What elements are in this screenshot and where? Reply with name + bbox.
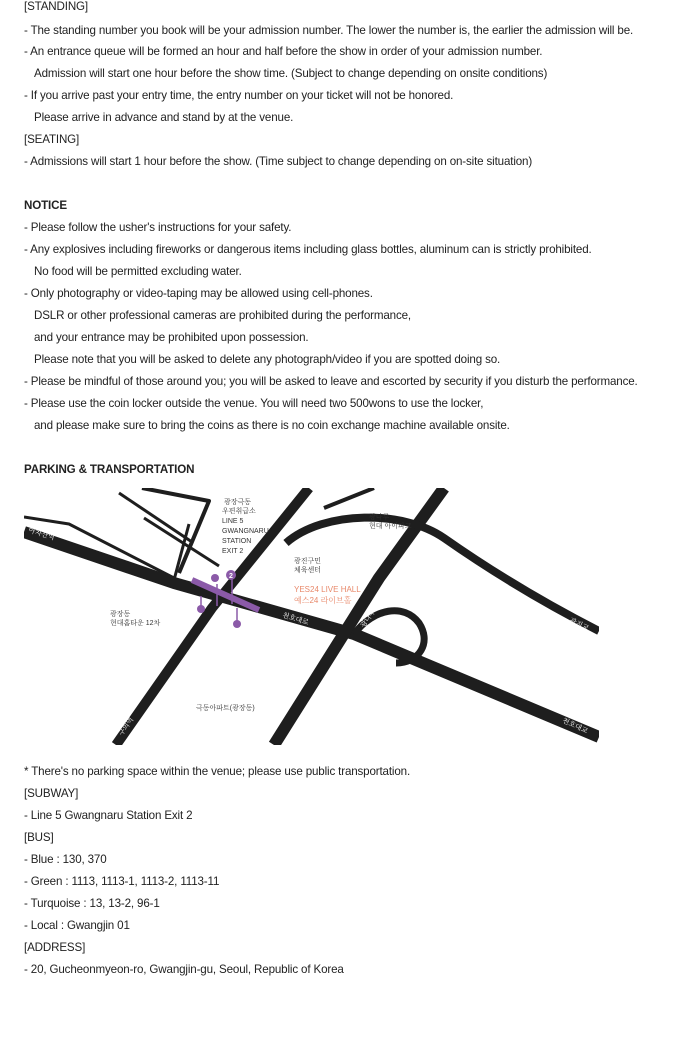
notice-line-7: Please note that you will be asked to delete any photograph/video if you are spotted doing so. bbox=[34, 353, 501, 366]
parking-heading: PARKING & TRANSPORTATION bbox=[24, 463, 195, 476]
notice-line-9: - Please use the coin locker outside the venue. You will need two 500wons to use the locker, bbox=[24, 397, 484, 410]
notice-line-10: and please make sure to bring the coins as there is no coin exchange machine available onsite. bbox=[34, 419, 510, 432]
sports-ko1-label: 광진구민 bbox=[294, 558, 322, 565]
parking-note: * There's no parking space within the venue; please use public transportation. bbox=[24, 765, 411, 778]
geukdong-apt-label: 극동아파트(광장동) bbox=[196, 705, 255, 712]
sports-ko2-label: 체육센터 bbox=[294, 567, 322, 574]
standing-heading: [STANDING] bbox=[24, 0, 88, 13]
apt-ko1-label: 광나루 bbox=[369, 514, 390, 521]
address-heading: [ADDRESS] bbox=[24, 941, 86, 954]
station-name-label: GWANGNARU bbox=[222, 528, 269, 535]
notice-line-2: - Any explosives including fireworks or dangerous items including glass bottles, aluminum can is strictly prohibited. bbox=[24, 243, 592, 256]
subway-line: - Line 5 Gwangnaru Station Exit 2 bbox=[24, 809, 193, 822]
road-label-achasan: 아차산역 bbox=[27, 527, 56, 542]
subway-dot-3 bbox=[233, 620, 241, 628]
station-name2-label: STATION bbox=[222, 538, 252, 545]
venue-ko-label: 예스24 라이브홀 bbox=[294, 596, 352, 605]
bus-heading: [BUS] bbox=[24, 831, 54, 844]
location-map bbox=[24, 488, 599, 745]
road-label-guui: 구의역 bbox=[117, 716, 136, 738]
notice-line-1: - Please follow the usher's instructions for your safety. bbox=[24, 221, 292, 234]
notice-line-8: - Please be mindful of those around you; you will be asked to leave and escorted by security if you disturb the performance. bbox=[24, 375, 638, 388]
address-line: - 20, Gucheonmyeon-ro, Gwangjin-gu, Seoul, Republic of Korea bbox=[24, 963, 344, 976]
standing-line-3: Admission will start one hour before the show time. (Subject to change depending on onsite conditions) bbox=[34, 67, 548, 80]
subway-heading: [SUBWAY] bbox=[24, 787, 79, 800]
standing-line-4: - If you arrive past your entry time, the entry number on your ticket will not be honored. bbox=[24, 89, 454, 102]
standing-line-1: - The standing number you book will be your admission number. The lower the number is, the earlier the admission will be. bbox=[24, 24, 634, 37]
station-exit-label: EXIT 2 bbox=[222, 548, 244, 555]
venue-en-label: YES24 LIVE HALL bbox=[294, 585, 361, 594]
notice-heading: NOTICE bbox=[24, 199, 67, 212]
road-upper-left-inner bbox=[24, 517, 174, 578]
station-ko2-label: 우편취급소 bbox=[222, 508, 256, 515]
station-line-label: LINE 5 bbox=[222, 518, 244, 525]
subway-dot-2 bbox=[197, 605, 205, 613]
notice-line-3: No food will be permitted excluding water. bbox=[34, 265, 242, 278]
subway-dot-1 bbox=[211, 574, 219, 582]
notice-line-4: - Only photography or video-taping may be allowed using cell-phones. bbox=[24, 287, 373, 300]
road-upper-left-diag2 bbox=[144, 518, 219, 566]
road-upper-arc bbox=[286, 518, 599, 631]
seating-heading: [SEATING] bbox=[24, 133, 80, 146]
hometown-ko2-label: 현대홈타운 12차 bbox=[110, 620, 161, 627]
road-label-gwangnaru: 광나루로 bbox=[359, 602, 382, 630]
standing-line-2: - An entrance queue will be formed an hour and half before the show in order of your admission number. bbox=[24, 45, 543, 58]
road-label-gwangjin: 광진교 bbox=[568, 617, 590, 633]
hometown-ko1-label: 광장동 bbox=[110, 611, 131, 618]
road-upper-left-diag bbox=[119, 493, 192, 542]
station-ko-label: 광장극동 bbox=[224, 499, 252, 506]
road-upper-right bbox=[324, 488, 374, 508]
seating-line-1: - Admissions will start 1 hour before the show. (Time subject to change depending on on-site situation) bbox=[24, 155, 533, 168]
bus-blue: - Blue : 130, 370 bbox=[24, 853, 107, 866]
bus-green: - Green : 1113, 1113-1, 1113-2, 1113-11 bbox=[24, 875, 220, 888]
bus-local: - Local : Gwangjin 01 bbox=[24, 919, 130, 932]
road-label-cheonhobridge: 천호대교 bbox=[561, 717, 589, 736]
standing-line-5: Please arrive in advance and stand by at the venue. bbox=[34, 111, 294, 124]
apt-ko2-label: 현대 아이파크 bbox=[369, 523, 412, 530]
exit-number-label: 2 bbox=[229, 573, 233, 580]
road-label-cheonho: 천호대로 bbox=[281, 612, 310, 627]
notice-line-5: DSLR or other professional cameras are prohibited during the performance, bbox=[34, 309, 411, 322]
bus-turquoise: - Turquoise : 13, 13-2, 96-1 bbox=[24, 897, 160, 910]
notice-line-6: and your entrance may be prohibited upon possession. bbox=[34, 331, 309, 344]
